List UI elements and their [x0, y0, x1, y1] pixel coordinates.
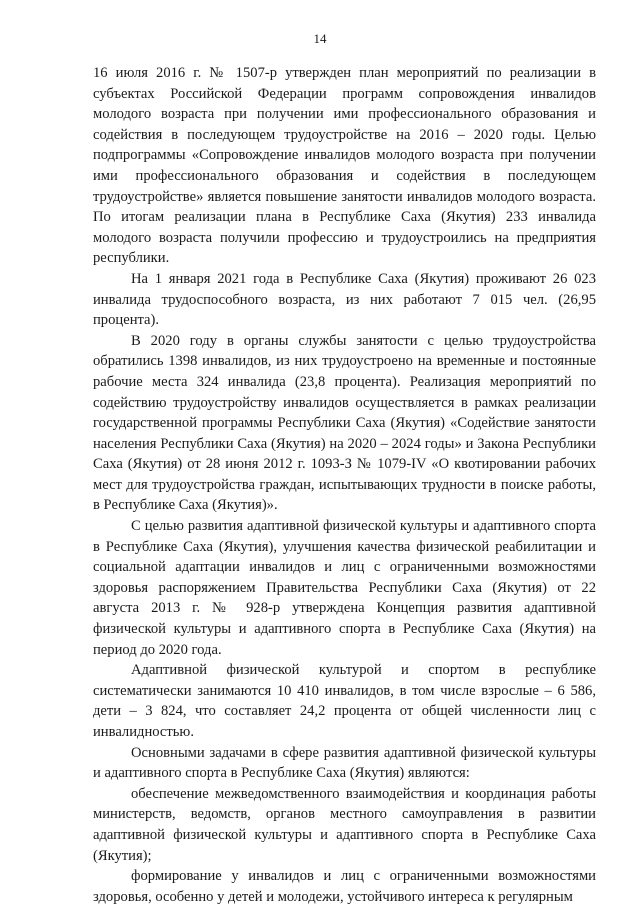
paragraph-task-interest: формирование у инвалидов и лиц с ограниченными возможностями здоровья, особенно у детей и молодежи, устойчивого интереса к регулярным	[93, 868, 596, 905]
paragraph-working-age-stats: На 1 января 2021 года в Республике Саха (Якутия) проживают 26 023 инвалида трудоспособного возраста, из них работают 7 015 чел. (26,95 процента).	[93, 270, 596, 329]
paragraph-main-tasks: Основными задачами в сфере развития адаптивной физической культуры и адаптивного спорта в Республике Саха (Якутия) являются:	[93, 744, 596, 782]
paragraph-adaptive-sport-stats: Адаптивной физической культурой и спортом в республике систематически занимаются 10 410 инвалидов, в том числе взрослые – 6 586, дети – 3 824, что составляет 24,2 процента от общей численности лиц с инвалидностью.	[93, 662, 596, 740]
document-body	[93, 63, 596, 907]
page-number: 14	[313, 31, 327, 46]
paragraph-adaptive-sport-concept: С целью развития адаптивной физической культуры и адаптивного спорта в Республике Саха (Якутия), улучшения качества физической реабилитации и социальной адаптации инвалидов и лиц с ограниченными возможностями здоровья распоряжением Правительства Республики Саха (Якутия) от 22 августа 2013 г. № 928-р утверждена Концепция развития адаптивной физической культуры и адаптивного спорта в Республике Саха (Якутия) на период до 2020 года.	[93, 518, 596, 658]
paragraph-task-coordination: обеспечение межведомственного взаимодействия и координация работы министерств, ведомств, органов местного самоуправления в развитии адаптивной физической культуры и адаптивного спорта в Республике Саха (Якутия);	[93, 785, 596, 864]
paragraph-intro-plan: 16 июля 2016 г. № 1507-р утвержден план мероприятий по реализации в субъектах Российской Федерации программ сопровождения инвалидов молодого возраста при получении ими профессионального образования и содействия в последующем трудоустройстве на 2016 – 2020 годы. Целью подпрограммы «Сопровождение инвалидов молодого возраста при получении ими профессионального образования и содействия в последующем трудоустройстве» является повышение занятости инвалидов молодого возраста. По итогам реализации плана в Республике Саха (Якутия) 233 инвалида молодого возраста получили профессию и трудоустроились на предприятия республики.	[93, 65, 596, 267]
paragraph-employment-2020: В 2020 году в органы службы занятости с целью трудоустройства обратились 1398 инвалидов, из них трудоустроено на временные и постоянные рабочие места 324 инвалида (23,8 процента). Реализация мероприятий по содействию трудоустройству инвалидов осуществляется в рамках реализации государственной программы Республики Саха (Якутия) «Содействие занятости населения Республики Саха (Якутия) на 2020 – 2024 годы» и Закона Республики Саха (Якутия) от 28 июня 2012 г. 1093-З № 1079-IV «О квотировании рабочих мест для трудоустройства граждан, испытывающих трудности в поиске работы, в Республике Саха (Якутия)».	[93, 332, 596, 514]
